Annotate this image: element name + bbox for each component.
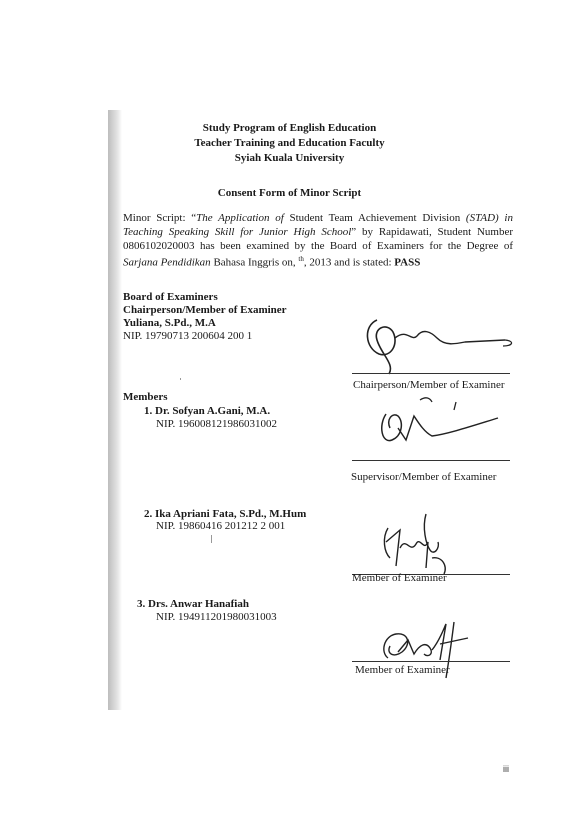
header-line-2: Teacher Training and Education Faculty <box>194 137 385 149</box>
member-3-nip: NIP. 194911201980031003 <box>156 611 277 623</box>
supervisor-signature <box>368 392 508 454</box>
chair-name: Yuliana, S.Pd., M.A <box>123 317 216 329</box>
member-3-signature-line <box>352 661 510 662</box>
scan-speck <box>180 378 181 380</box>
board-heading: Board of Examiners <box>123 291 218 303</box>
chair-signature <box>355 308 520 376</box>
member-3-caption: Member of Examiner <box>355 664 450 676</box>
scan-speck <box>211 535 212 543</box>
supervisor-signature-line <box>352 460 510 461</box>
member-3-name: 3. Drs. Anwar Hanafiah <box>137 598 249 610</box>
members-heading: Members <box>123 391 168 403</box>
page-number: iii <box>503 764 509 774</box>
form-title: Consent Form of Minor Script <box>217 187 362 199</box>
member-2-caption: Member of Examiner <box>352 572 447 584</box>
member-2-signature <box>370 508 480 580</box>
member-2-nip: NIP. 19860416 201212 2 001 <box>156 520 286 532</box>
chair-nip: NIP. 19790713 200604 200 1 <box>123 330 253 342</box>
member-1-nip: NIP. 196008121986031002 <box>156 418 278 430</box>
member-2-name: 2. Ika Apriani Fata, S.Pd., M.Hum <box>144 508 307 520</box>
statement-paragraph: Minor Script: “The Application of Student Team Achievement Division (STAD) in Teaching Speaking Skill for Junior High School” by Rapidawati, Student Number 0806102020003 has been examined by the Board of Examiners for the Degree of Sarjana Pendidikan Bahasa Inggris on, $^{th}$, 2013 and is stated: PASS <box>123 212 514 270</box>
chair-caption: Chairperson/Member of Examiner <box>353 379 505 391</box>
supervisor-caption: Supervisor/Member of Examiner <box>351 471 497 483</box>
board-role: Chairperson/Member of Examiner <box>123 304 287 316</box>
chair-signature-line <box>352 373 510 374</box>
header-line-3: Syiah Kuala University <box>234 152 345 164</box>
header-line-1: Study Program of English Education <box>202 122 377 134</box>
member-1-name: 1. Dr. Sofyan A.Gani, M.A. <box>144 405 271 417</box>
